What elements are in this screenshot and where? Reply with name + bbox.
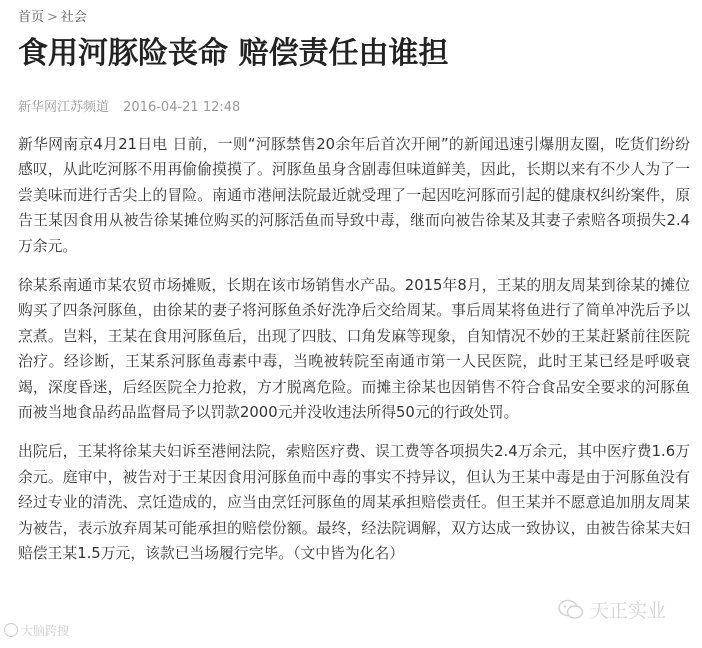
- breadcrumb-section-link[interactable]: 社会: [60, 10, 87, 25]
- article-body: [18, 132, 690, 581]
- breadcrumb-separator: >: [47, 10, 58, 25]
- article-source[interactable]: 新华网江苏频道: [18, 100, 110, 115]
- article-title: 食用河豚险丧命 赔偿责任由谁担: [18, 36, 449, 71]
- article-date: 2016-04-21 12:48: [123, 100, 241, 115]
- article-paragraph: 出院后，王某将徐某夫妇诉至港闸法院，索赔医疗费、误工费等各项损失2.4万余元，其中医疗费1.6万余元。庭审中，被告对于王某因食用河豚鱼而中毒的事实不持异议，但认为王某中毒是由于河豚鱼没有经过专业的清洗、烹饪造成的，应当由烹饪河豚鱼的周某承担赔偿责任。但王某并不愿意追加朋友周某为被告，表示放弃周某可能承担的赔偿份额。最终，经法院调解，双方达成一致协议，由被告徐某夫妇赔偿王某1.5万元，该款已当场履行完毕。（文中皆为化名）: [18, 443, 690, 563]
- breadcrumb-home-link[interactable]: 首页: [18, 10, 45, 25]
- watermark-logo-icon: [4, 623, 18, 637]
- article-paragraph: 徐某系南通市某农贸市场摊贩，长期在该市场销售水产品。2015年8月，王某的朋友周某到徐某的摊位购买了四条河豚鱼，由徐某的妻子将河豚鱼杀好洗净后交给周某。事后周某将鱼进行了简单冲洗后予以烹煮。岂料，王某在食用河豚鱼后，出现了四肢、口角发麻等现象，自知情况不妙的王某赶紧前往医院治疗。经诊断，王某系河豚鱼毒素中毒，当晚被转院至南通市第一人民医院，此时王某已经是呼吸衰竭，深度昏迷，后经医院全力抢救，方才脱离危险。而摊主徐某也因销售不符合食品安全要求的河豚鱼而被当地食品药品监督局予以罚款2000元并没收违法所得50元的行政处罚。: [18, 277, 690, 422]
- wechat-icon: [558, 599, 584, 621]
- watermark-right: [558, 596, 666, 623]
- watermark-left: [4, 622, 69, 639]
- article-paragraph: 新华网南京4月21日电 日前，一则“河豚禁售20余年后首次开闸”的新闻迅速引爆朋友圈，吃货们纷纷感叹，从此吃河豚不用再偷偷摸摸了。河豚鱼虽身含剧毒但味道鲜美，因此，长期以来有不少人为了一尝美味而进行舌尖上的冒险。南通市港闸法院最近就受理了一起因吃河豚而引起的健康权纠纷案件，原告王某因食用从被告徐某摊位购买的河豚活鱼而导致中毒，继而向被告徐某及其妻子索赔各项损失2.4万余元。: [18, 136, 690, 255]
- breadcrumb: [18, 6, 87, 25]
- article-meta: [18, 96, 240, 115]
- watermark-right-text: 天正实业: [590, 600, 667, 622]
- watermark-left-text: 大脑跨搜: [21, 624, 70, 638]
